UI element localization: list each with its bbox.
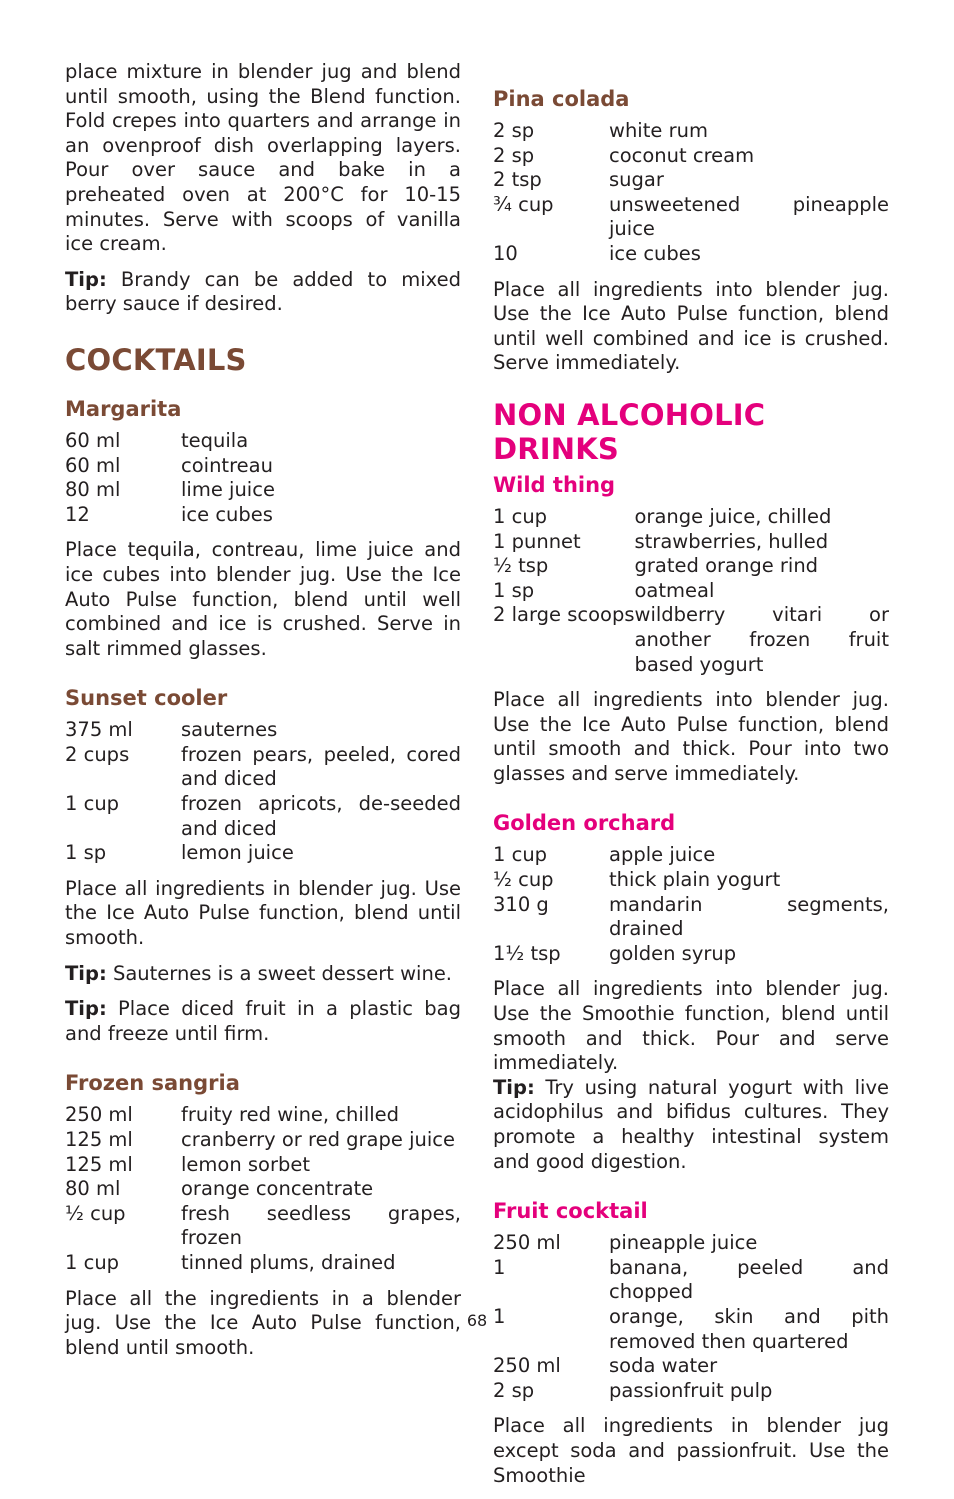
ingredient-item: oatmeal — [634, 578, 715, 602]
golden-orchard-method: Place all ingredients into blender jug. Use the Smoothie function, blend until smooth and thick. Pour and serve immediately. — [493, 977, 889, 1075]
ingredient-quantity: 1 — [493, 1304, 506, 1328]
ingredient-quantity: 125 ml — [65, 1128, 133, 1151]
golden-orchard-title: Golden orchard — [493, 811, 676, 836]
ingredient-row — [493, 893, 889, 942]
ingredient-item: tinned plums, drained — [181, 1250, 396, 1274]
ingredient-item: ice cubes — [609, 241, 701, 265]
ingredient-row — [493, 868, 889, 893]
ingredient-quantity: 1½ tsp — [493, 941, 561, 965]
ingredient-item: tequila — [181, 428, 249, 452]
ingredient-item: grated orange rind — [634, 554, 819, 578]
tip-text: Try using natural yogurt with live acidophilus and bifidus cultures. They promote a healthy intestinal system and good digestion. — [493, 1075, 889, 1173]
ingredient-quantity: 60 ml — [65, 453, 121, 477]
tip-text: Brandy can be added to mixed berry sauce if desired. — [65, 267, 461, 316]
ingredient-row — [65, 1128, 461, 1153]
ingredient-item: ice cubes — [181, 502, 273, 526]
ingredient-quantity: ½ cup — [65, 1201, 126, 1225]
intro-paragraph: place mixture in blender jug and blend until smooth, using the Blend function. Fold crepes into quarters and arrange in an ovenproof dish overlapping layers. Pour over sauce and bake in a preheated oven at 200°C for 10-15 minutes. Serve with scoops of vanilla ice cream. — [65, 60, 461, 256]
ingredient-quantity: 80 ml — [65, 1177, 121, 1201]
ingredient-row — [493, 242, 889, 267]
ingredient-item: thick plain yogurt — [609, 868, 781, 892]
ingredient-quantity: 1 cup — [65, 792, 120, 816]
margarita-ingredients — [65, 429, 461, 527]
left-column — [65, 60, 461, 1371]
ingredient-quantity: 2 large scoops — [493, 603, 635, 627]
ingredient-row — [493, 144, 889, 169]
ingredient-row — [493, 505, 889, 530]
ingredient-quantity: 2 tsp — [493, 168, 542, 192]
ingredient-item: orange, skin and pith removed then quartered — [609, 1304, 889, 1353]
ingredient-row — [65, 1103, 461, 1128]
ingredient-item: lime juice — [181, 478, 275, 502]
ingredient-row — [493, 168, 889, 193]
ingredient-item: cranberry or red grape juice — [181, 1128, 455, 1151]
pina-colada-title: Pina colada — [493, 87, 630, 111]
ingredient-quantity: 250 ml — [493, 1354, 561, 1378]
ingredient-quantity: ½ cup — [493, 868, 554, 892]
ingredient-item: wildberry vitari or another frozen fruit based yogurt — [634, 603, 889, 676]
ingredient-row — [493, 1256, 889, 1305]
ingredient-row — [493, 193, 889, 242]
non-alcoholic-heading: NON ALCOHOLIC DRINKS — [493, 397, 766, 466]
frozen-sangria-title: Frozen sangria — [65, 1071, 240, 1096]
ingredient-quantity: 1 sp — [65, 841, 107, 865]
ingredient-item: lemon sorbet — [181, 1152, 311, 1176]
ingredient-item: cointreau — [181, 453, 273, 477]
ingredient-item: apple juice — [609, 843, 716, 867]
ingredient-row — [493, 1379, 889, 1404]
ingredient-item: orange concentrate — [181, 1177, 374, 1201]
ingredient-row — [493, 1231, 889, 1256]
ingredient-row — [65, 1251, 461, 1276]
ingredient-row — [65, 1202, 461, 1251]
ingredient-item: coconut cream — [609, 143, 755, 167]
ingredient-quantity: 1 — [493, 1255, 506, 1279]
ingredient-quantity: 12 — [65, 502, 90, 526]
ingredient-item: white rum — [609, 119, 708, 142]
ingredient-item: soda water — [609, 1354, 718, 1378]
ingredient-item: pineapple juice — [609, 1231, 758, 1255]
ingredient-row — [65, 1153, 461, 1178]
ingredient-item: sauternes — [181, 718, 278, 742]
ingredient-row — [65, 1177, 461, 1202]
ingredient-row — [65, 718, 461, 743]
ingredient-quantity: 1 cup — [493, 504, 548, 528]
golden-orchard-ingredients — [493, 843, 889, 966]
sunset-cooler-tip-1 — [65, 962, 461, 987]
ingredient-row — [493, 119, 889, 144]
ingredient-quantity: 2 sp — [493, 143, 535, 167]
ingredient-quantity: 1 punnet — [493, 529, 581, 553]
ingredient-quantity: 2 sp — [493, 119, 535, 142]
ingredient-quantity: ¾ cup — [493, 192, 554, 216]
page-number: 68 — [466, 1311, 488, 1330]
cocktails-heading: COCKTAILS — [65, 342, 247, 377]
right-column — [493, 86, 889, 1499]
ingredient-quantity: 60 ml — [65, 428, 121, 452]
ingredient-item: golden syrup — [609, 941, 737, 965]
frozen-sangria-method: Place all the ingredients in a blender jug. Use the Ice Auto Pulse function, blend until smooth. — [65, 1286, 461, 1359]
ingredient-item: passionfruit pulp — [609, 1378, 773, 1402]
ingredient-row — [493, 530, 889, 555]
tip-text: Place diced fruit in a plastic bag and freeze until firm. — [65, 997, 461, 1045]
ingredient-item: fresh seedless grapes, frozen — [181, 1201, 461, 1250]
tip-text: Sauternes is a sweet dessert wine. — [106, 961, 453, 985]
ingredient-item: mandarin segments, drained — [609, 892, 889, 941]
ingredient-quantity: 10 — [493, 241, 518, 265]
ingredient-item: fruity red wine, chilled — [181, 1103, 400, 1127]
ingredient-row — [493, 603, 889, 677]
ingredient-quantity: 310 g — [493, 892, 549, 916]
pina-colada-ingredients — [493, 119, 889, 267]
ingredient-row — [65, 503, 461, 528]
ingredient-quantity: ½ tsp — [493, 554, 549, 578]
ingredient-item: lemon juice — [181, 841, 294, 865]
ingredient-item: banana, peeled and chopped — [609, 1255, 889, 1304]
tip-label: Tip: — [65, 961, 107, 985]
fruit-cocktail-title: Fruit cocktail — [493, 1199, 648, 1224]
ingredient-quantity: 1 cup — [65, 1250, 120, 1274]
ingredient-item: unsweetened pineapple juice — [609, 192, 889, 241]
ingredient-quantity: 2 sp — [493, 1378, 535, 1402]
ingredient-row — [65, 841, 461, 866]
ingredient-row — [493, 554, 889, 579]
ingredient-row — [65, 454, 461, 479]
wild-thing-title: Wild thing — [493, 472, 616, 497]
frozen-sangria-ingredients — [65, 1103, 461, 1275]
ingredient-item: strawberries, hulled — [634, 529, 829, 553]
pina-colada-method: Place all ingredients into blender jug. Use the Ice Auto Pulse function, blend until well combined and ice is crushed. Serve immediately. — [493, 277, 889, 375]
ingredient-quantity: 250 ml — [65, 1103, 133, 1127]
tip-label: Tip: — [493, 1075, 535, 1099]
ingredient-quantity: 125 ml — [65, 1152, 133, 1176]
tip-label: Tip: — [65, 997, 107, 1021]
ingredient-row — [493, 1354, 889, 1379]
sunset-cooler-title: Sunset cooler — [65, 686, 228, 711]
ingredient-item: frozen pears, peeled, cored and diced — [181, 742, 461, 791]
ingredient-quantity: 375 ml — [65, 718, 133, 742]
ingredient-item: sugar — [609, 168, 664, 192]
ingredient-row — [65, 429, 461, 454]
wild-thing-method: Place all ingredients into blender jug. Use the Ice Auto Pulse function, blend until smooth and thick. Pour into two glasses and serve immediately. — [493, 688, 889, 785]
fruit-cocktail-method: Place all ingredients in blender jug except soda and passionfruit. Use the Smoothie — [493, 1414, 889, 1487]
ingredient-row — [65, 743, 461, 792]
ingredient-item: orange juice, chilled — [634, 504, 832, 528]
margarita-method: Place tequila, contreau, lime juice and ice cubes into blender jug. Use the Ice Auto Pulse function, blend until well combined and ice is crushed. Serve in salt rimmed glasses. — [65, 538, 461, 660]
ingredient-row — [493, 843, 889, 868]
ingredient-quantity: 2 cups — [65, 742, 130, 766]
ingredient-row — [493, 579, 889, 604]
margarita-title: Margarita — [65, 396, 182, 421]
ingredient-row — [65, 792, 461, 841]
ingredient-quantity: 250 ml — [493, 1231, 561, 1255]
ingredient-quantity: 1 cup — [493, 843, 548, 867]
wild-thing-ingredients — [493, 505, 889, 677]
tip-label: Tip: — [65, 267, 107, 291]
golden-orchard-tip — [493, 1076, 889, 1174]
ingredient-quantity: 80 ml — [65, 478, 121, 502]
ingredient-row — [65, 478, 461, 503]
sunset-cooler-tip-2 — [65, 997, 461, 1046]
sunset-cooler-method: Place all ingredients in blender jug. Use the Ice Auto Pulse function, blend until smooth. — [65, 876, 461, 950]
ingredient-item: frozen apricots, de-seeded and diced — [181, 792, 461, 840]
ingredient-quantity: 1 sp — [493, 578, 535, 602]
ingredient-row — [493, 942, 889, 967]
sunset-cooler-ingredients — [65, 718, 461, 866]
intro-tip — [65, 268, 461, 317]
